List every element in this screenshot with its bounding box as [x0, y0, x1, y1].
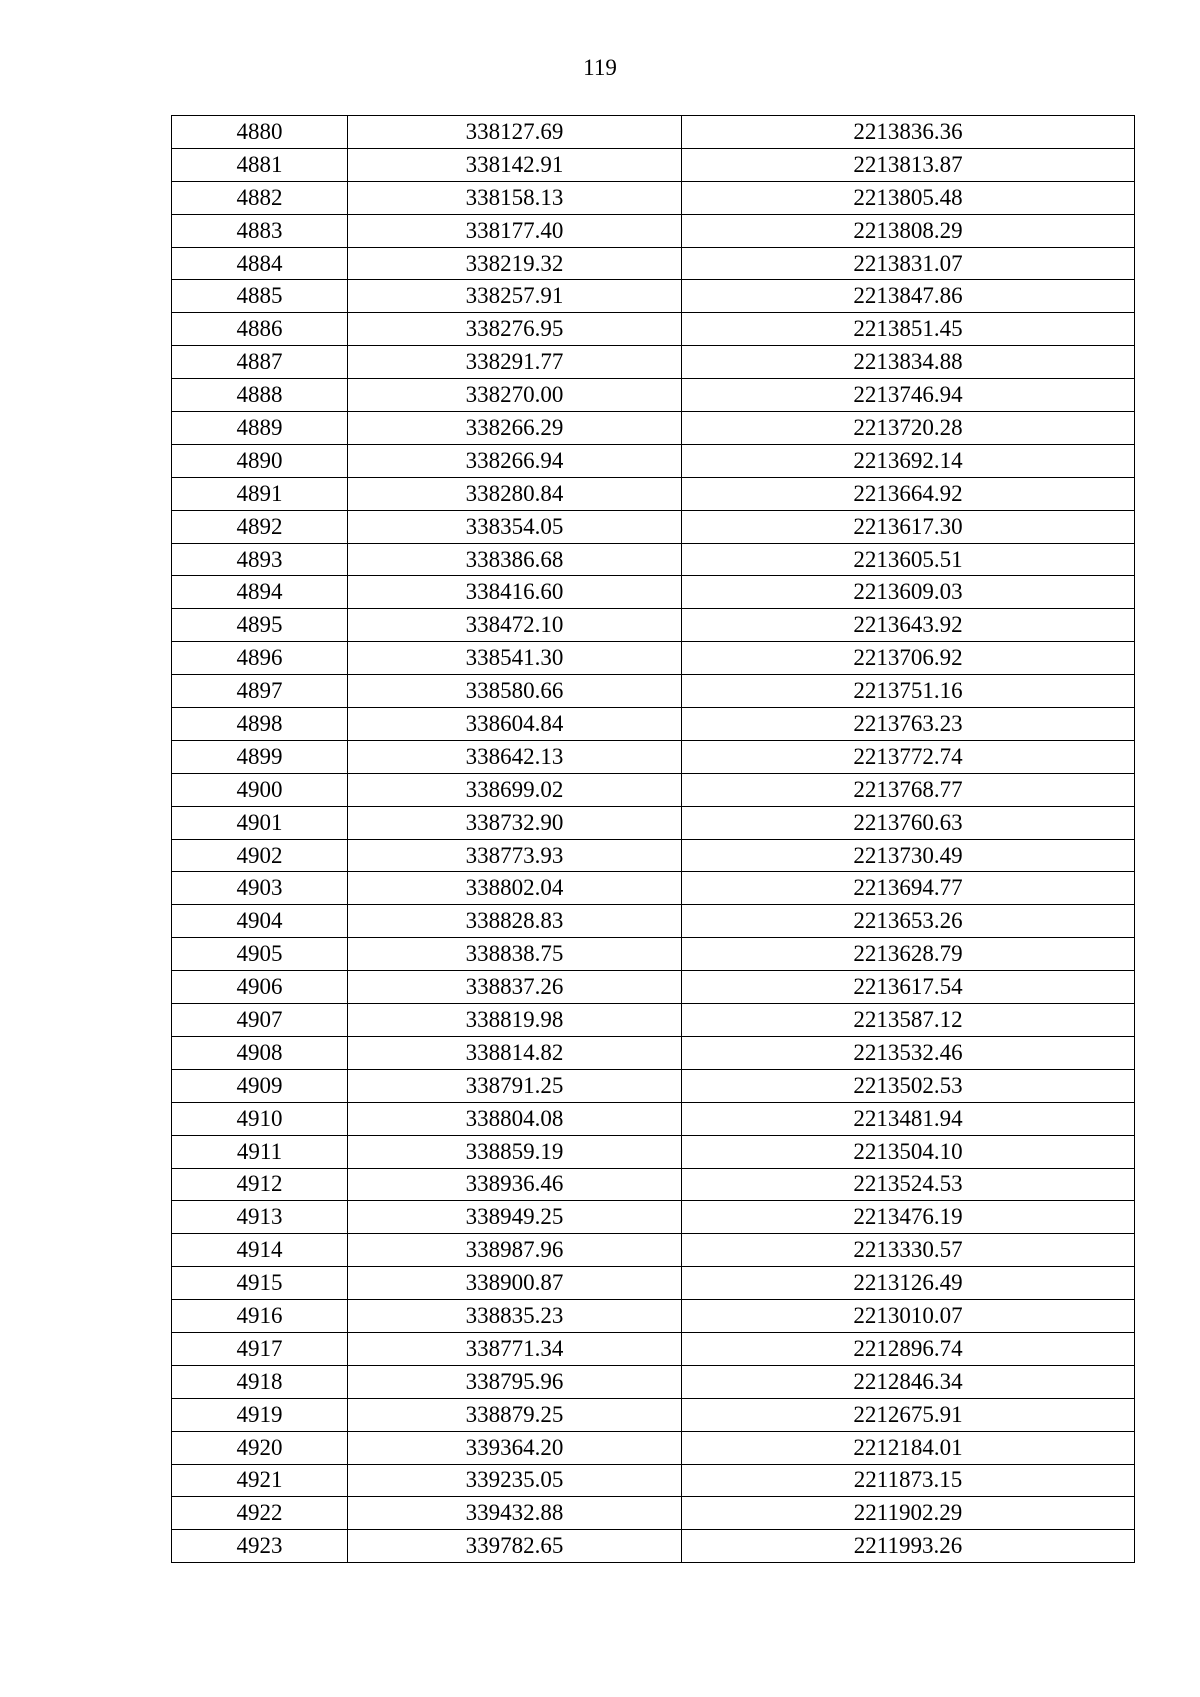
- y-coordinate-cell: 2211993.26: [682, 1530, 1135, 1563]
- point-number-cell: 4912: [172, 1168, 348, 1201]
- table-row: [172, 1036, 1135, 1069]
- table-row: [172, 1530, 1135, 1563]
- y-coordinate-cell: 2213772.74: [682, 740, 1135, 773]
- point-number-cell: 4915: [172, 1267, 348, 1300]
- y-coordinate-cell: 2213847.86: [682, 280, 1135, 313]
- x-coordinate-cell: 338802.04: [348, 872, 682, 905]
- table-row: [172, 1497, 1135, 1530]
- x-coordinate-cell: 338699.02: [348, 773, 682, 806]
- x-coordinate-cell: 338158.13: [348, 181, 682, 214]
- table-row: [172, 477, 1135, 510]
- y-coordinate-cell: 2213720.28: [682, 412, 1135, 445]
- table-row: [172, 346, 1135, 379]
- table-row: [172, 214, 1135, 247]
- x-coordinate-cell: 338177.40: [348, 214, 682, 247]
- x-coordinate-cell: 339432.88: [348, 1497, 682, 1530]
- y-coordinate-cell: 2213746.94: [682, 379, 1135, 412]
- y-coordinate-cell: 2213617.30: [682, 510, 1135, 543]
- table-row: [172, 806, 1135, 839]
- x-coordinate-cell: 338276.95: [348, 313, 682, 346]
- y-coordinate-cell: 2213730.49: [682, 839, 1135, 872]
- point-number-cell: 4898: [172, 708, 348, 741]
- point-number-cell: 4900: [172, 773, 348, 806]
- x-coordinate-cell: 338580.66: [348, 675, 682, 708]
- y-coordinate-cell: 2212896.74: [682, 1332, 1135, 1365]
- x-coordinate-cell: 338142.91: [348, 148, 682, 181]
- point-number-cell: 4894: [172, 576, 348, 609]
- point-number-cell: 4881: [172, 148, 348, 181]
- x-coordinate-cell: 338949.25: [348, 1201, 682, 1234]
- table-row: [172, 1201, 1135, 1234]
- x-coordinate-cell: 338266.94: [348, 444, 682, 477]
- y-coordinate-cell: 2212675.91: [682, 1398, 1135, 1431]
- table-row: [172, 675, 1135, 708]
- x-coordinate-cell: 338354.05: [348, 510, 682, 543]
- point-number-cell: 4904: [172, 905, 348, 938]
- x-coordinate-cell: 338987.96: [348, 1234, 682, 1267]
- point-number-cell: 4896: [172, 642, 348, 675]
- point-number-cell: 4897: [172, 675, 348, 708]
- table-row: [172, 971, 1135, 1004]
- y-coordinate-cell: 2213653.26: [682, 905, 1135, 938]
- table-row: [172, 1234, 1135, 1267]
- x-coordinate-cell: 338270.00: [348, 379, 682, 412]
- table-row: [172, 872, 1135, 905]
- table-row: [172, 938, 1135, 971]
- table-row: [172, 576, 1135, 609]
- x-coordinate-cell: 338828.83: [348, 905, 682, 938]
- x-coordinate-cell: 338859.19: [348, 1135, 682, 1168]
- y-coordinate-cell: 2213605.51: [682, 543, 1135, 576]
- table-row: [172, 1431, 1135, 1464]
- point-number-cell: 4883: [172, 214, 348, 247]
- y-coordinate-cell: 2213504.10: [682, 1135, 1135, 1168]
- x-coordinate-cell: 338900.87: [348, 1267, 682, 1300]
- y-coordinate-cell: 2213010.07: [682, 1300, 1135, 1333]
- y-coordinate-cell: 2213617.54: [682, 971, 1135, 1004]
- x-coordinate-cell: 339364.20: [348, 1431, 682, 1464]
- x-coordinate-cell: 338291.77: [348, 346, 682, 379]
- point-number-cell: 4891: [172, 477, 348, 510]
- point-number-cell: 4923: [172, 1530, 348, 1563]
- y-coordinate-cell: 2213813.87: [682, 148, 1135, 181]
- y-coordinate-cell: 2213692.14: [682, 444, 1135, 477]
- table-row: [172, 543, 1135, 576]
- table-row: [172, 1069, 1135, 1102]
- y-coordinate-cell: 2213628.79: [682, 938, 1135, 971]
- x-coordinate-cell: 338879.25: [348, 1398, 682, 1431]
- table-row: [172, 247, 1135, 280]
- table-row: [172, 839, 1135, 872]
- point-number-cell: 4907: [172, 1004, 348, 1037]
- table-row: [172, 1365, 1135, 1398]
- table-row: [172, 1464, 1135, 1497]
- x-coordinate-cell: 338604.84: [348, 708, 682, 741]
- y-coordinate-cell: 2213694.77: [682, 872, 1135, 905]
- x-coordinate-cell: 338257.91: [348, 280, 682, 313]
- coordinates-table-body: [172, 116, 1135, 1563]
- y-coordinate-cell: 2213587.12: [682, 1004, 1135, 1037]
- x-coordinate-cell: 338791.25: [348, 1069, 682, 1102]
- x-coordinate-cell: 338386.68: [348, 543, 682, 576]
- y-coordinate-cell: 2213609.03: [682, 576, 1135, 609]
- x-coordinate-cell: 338127.69: [348, 116, 682, 149]
- table-row: [172, 148, 1135, 181]
- point-number-cell: 4920: [172, 1431, 348, 1464]
- table-row: [172, 642, 1135, 675]
- y-coordinate-cell: 2213476.19: [682, 1201, 1135, 1234]
- y-coordinate-cell: 2212846.34: [682, 1365, 1135, 1398]
- y-coordinate-cell: 2213502.53: [682, 1069, 1135, 1102]
- table-row: [172, 1332, 1135, 1365]
- point-number-cell: 4914: [172, 1234, 348, 1267]
- point-number-cell: 4910: [172, 1102, 348, 1135]
- table-row: [172, 412, 1135, 445]
- table-row: [172, 1168, 1135, 1201]
- y-coordinate-cell: 2213851.45: [682, 313, 1135, 346]
- table-row: [172, 609, 1135, 642]
- y-coordinate-cell: 2213805.48: [682, 181, 1135, 214]
- point-number-cell: 4899: [172, 740, 348, 773]
- x-coordinate-cell: 338835.23: [348, 1300, 682, 1333]
- y-coordinate-cell: 2213834.88: [682, 346, 1135, 379]
- point-number-cell: 4911: [172, 1135, 348, 1168]
- table-row: [172, 181, 1135, 214]
- table-row: [172, 1398, 1135, 1431]
- x-coordinate-cell: 338541.30: [348, 642, 682, 675]
- point-number-cell: 4886: [172, 313, 348, 346]
- point-number-cell: 4892: [172, 510, 348, 543]
- point-number-cell: 4887: [172, 346, 348, 379]
- point-number-cell: 4885: [172, 280, 348, 313]
- y-coordinate-cell: 2213643.92: [682, 609, 1135, 642]
- table-row: [172, 1135, 1135, 1168]
- table-row: [172, 379, 1135, 412]
- y-coordinate-cell: 2213808.29: [682, 214, 1135, 247]
- y-coordinate-cell: 2212184.01: [682, 1431, 1135, 1464]
- x-coordinate-cell: 338266.29: [348, 412, 682, 445]
- x-coordinate-cell: 338838.75: [348, 938, 682, 971]
- table-row: [172, 116, 1135, 149]
- y-coordinate-cell: 2213524.53: [682, 1168, 1135, 1201]
- x-coordinate-cell: 338642.13: [348, 740, 682, 773]
- point-number-cell: 4921: [172, 1464, 348, 1497]
- x-coordinate-cell: 338280.84: [348, 477, 682, 510]
- y-coordinate-cell: 2213706.92: [682, 642, 1135, 675]
- point-number-cell: 4902: [172, 839, 348, 872]
- point-number-cell: 4884: [172, 247, 348, 280]
- table-row: [172, 740, 1135, 773]
- point-number-cell: 4880: [172, 116, 348, 149]
- table-row: [172, 1267, 1135, 1300]
- page-number: 119: [583, 55, 617, 80]
- table-row: [172, 444, 1135, 477]
- point-number-cell: 4913: [172, 1201, 348, 1234]
- point-number-cell: 4916: [172, 1300, 348, 1333]
- y-coordinate-cell: 2213768.77: [682, 773, 1135, 806]
- y-coordinate-cell: 2213126.49: [682, 1267, 1135, 1300]
- x-coordinate-cell: 338804.08: [348, 1102, 682, 1135]
- y-coordinate-cell: 2213836.36: [682, 116, 1135, 149]
- point-number-cell: 4917: [172, 1332, 348, 1365]
- x-coordinate-cell: 338771.34: [348, 1332, 682, 1365]
- x-coordinate-cell: 339235.05: [348, 1464, 682, 1497]
- x-coordinate-cell: 338416.60: [348, 576, 682, 609]
- table-row: [172, 1102, 1135, 1135]
- point-number-cell: 4909: [172, 1069, 348, 1102]
- coordinates-table: [171, 115, 1135, 1563]
- point-number-cell: 4889: [172, 412, 348, 445]
- y-coordinate-cell: 2213481.94: [682, 1102, 1135, 1135]
- point-number-cell: 4901: [172, 806, 348, 839]
- point-number-cell: 4888: [172, 379, 348, 412]
- table-row: [172, 313, 1135, 346]
- y-coordinate-cell: 2211873.15: [682, 1464, 1135, 1497]
- x-coordinate-cell: 338936.46: [348, 1168, 682, 1201]
- table-row: [172, 905, 1135, 938]
- table-row: [172, 1300, 1135, 1333]
- x-coordinate-cell: 339782.65: [348, 1530, 682, 1563]
- x-coordinate-cell: 338814.82: [348, 1036, 682, 1069]
- x-coordinate-cell: 338837.26: [348, 971, 682, 1004]
- y-coordinate-cell: 2213760.63: [682, 806, 1135, 839]
- x-coordinate-cell: 338219.32: [348, 247, 682, 280]
- x-coordinate-cell: 338819.98: [348, 1004, 682, 1037]
- x-coordinate-cell: 338472.10: [348, 609, 682, 642]
- point-number-cell: 4908: [172, 1036, 348, 1069]
- table-row: [172, 708, 1135, 741]
- y-coordinate-cell: 2213831.07: [682, 247, 1135, 280]
- point-number-cell: 4890: [172, 444, 348, 477]
- y-coordinate-cell: 2213330.57: [682, 1234, 1135, 1267]
- point-number-cell: 4893: [172, 543, 348, 576]
- y-coordinate-cell: 2213664.92: [682, 477, 1135, 510]
- x-coordinate-cell: 338773.93: [348, 839, 682, 872]
- table-row: [172, 510, 1135, 543]
- table-row: [172, 280, 1135, 313]
- point-number-cell: 4895: [172, 609, 348, 642]
- y-coordinate-cell: 2211902.29: [682, 1497, 1135, 1530]
- x-coordinate-cell: 338732.90: [348, 806, 682, 839]
- point-number-cell: 4906: [172, 971, 348, 1004]
- point-number-cell: 4905: [172, 938, 348, 971]
- table-row: [172, 1004, 1135, 1037]
- x-coordinate-cell: 338795.96: [348, 1365, 682, 1398]
- y-coordinate-cell: 2213751.16: [682, 675, 1135, 708]
- point-number-cell: 4918: [172, 1365, 348, 1398]
- y-coordinate-cell: 2213763.23: [682, 708, 1135, 741]
- table-row: [172, 773, 1135, 806]
- point-number-cell: 4919: [172, 1398, 348, 1431]
- point-number-cell: 4922: [172, 1497, 348, 1530]
- point-number-cell: 4903: [172, 872, 348, 905]
- y-coordinate-cell: 2213532.46: [682, 1036, 1135, 1069]
- point-number-cell: 4882: [172, 181, 348, 214]
